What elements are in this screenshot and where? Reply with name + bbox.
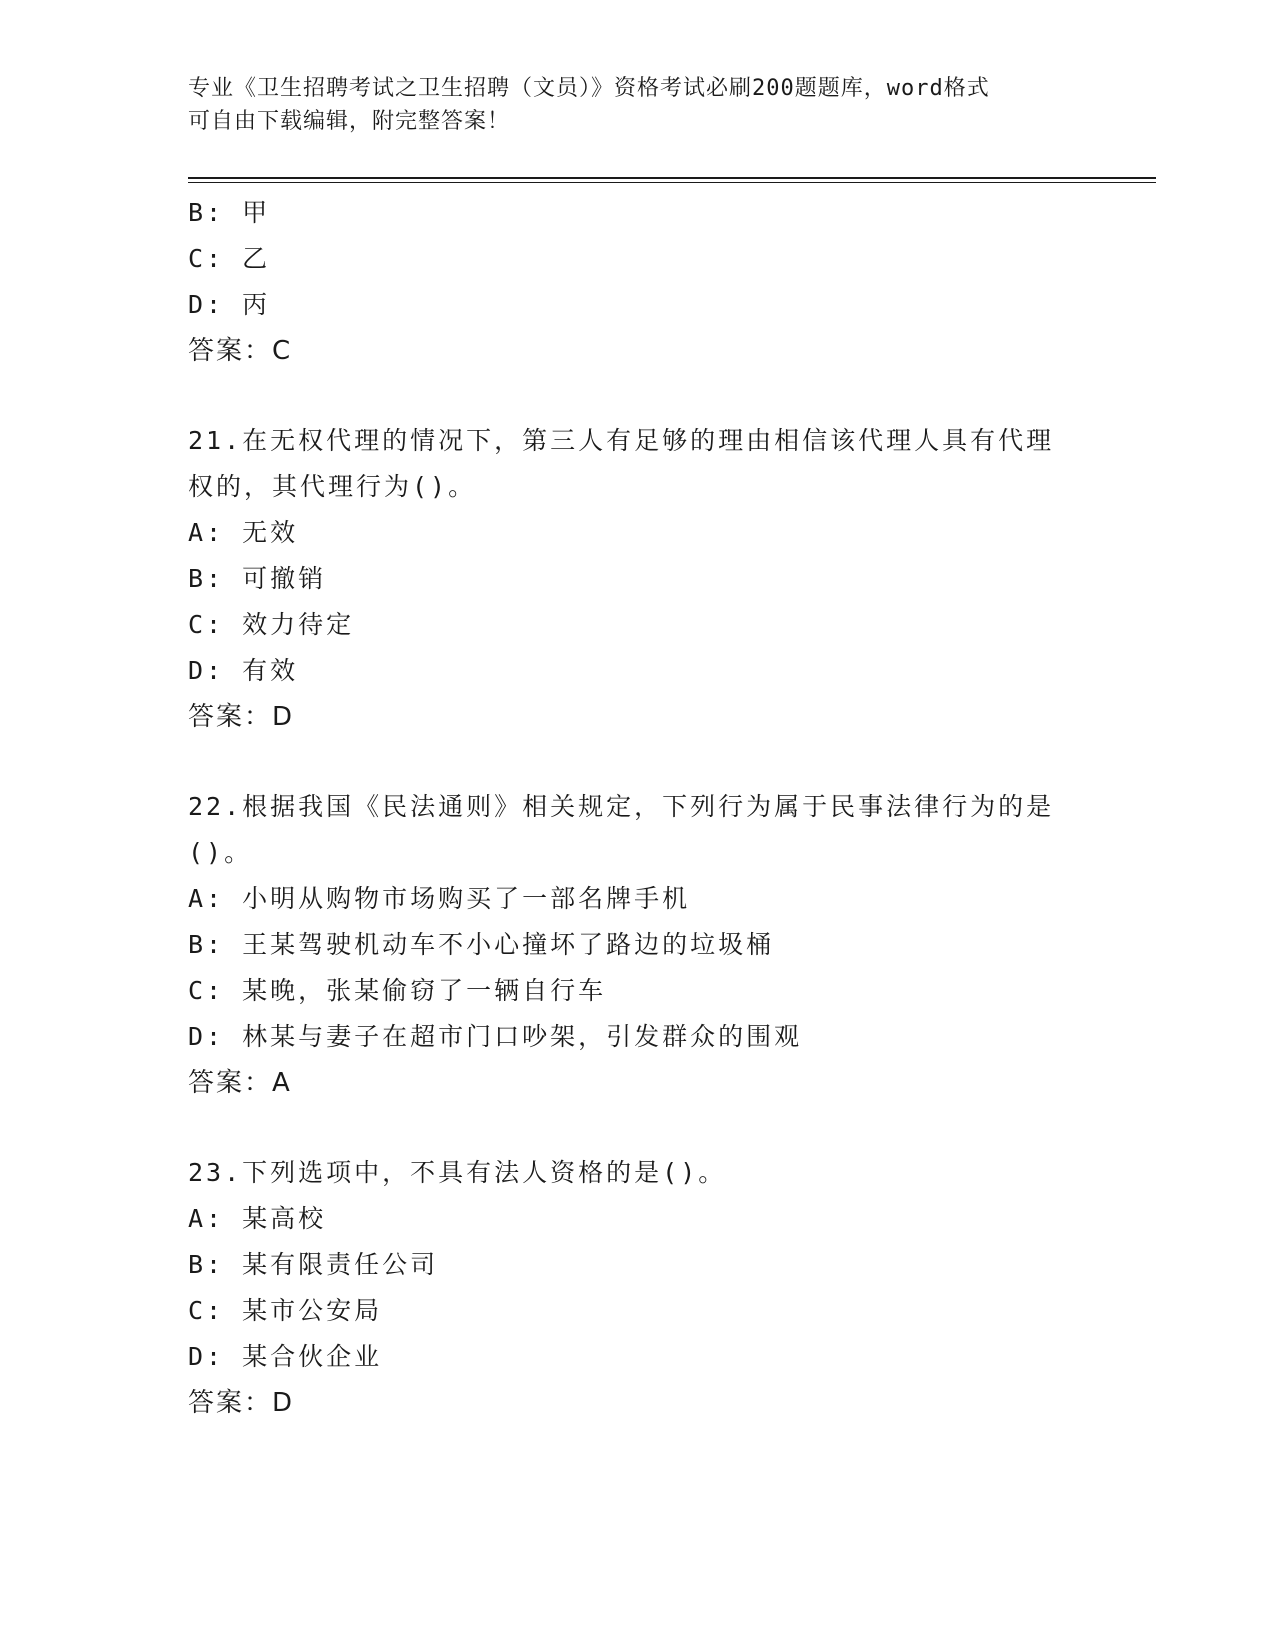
question-22	[188, 784, 1088, 1106]
spacer	[188, 1106, 1088, 1150]
question-text-line-1: 23.下列选项中，不具有法人资格的是()。	[188, 1158, 727, 1187]
question-prev	[188, 190, 1088, 374]
option-c: C: 某晚，张某偷窃了一辆自行车	[188, 976, 607, 1005]
header-line-2: 可自由下载编辑，附完整答案！	[188, 109, 511, 134]
header-line-1: 专业《卫生招聘考试之卫生招聘（文员）》资格考试必刷200题题库，word格式	[188, 76, 990, 101]
option-a: A: 某高校	[188, 1204, 327, 1233]
option-b: B: 可撤销	[188, 564, 327, 593]
option-b: B: 甲	[188, 198, 271, 227]
question-text-line-1: 21.在无权代理的情况下，第三人有足够的理由相信该代理人具有代理	[188, 426, 1055, 455]
option-c: C: 乙	[188, 244, 271, 273]
option-d: D: 有效	[188, 656, 299, 685]
answer-line: 答案：D	[188, 702, 295, 732]
answer-line: 答案：D	[188, 1388, 295, 1418]
page-header	[188, 72, 1088, 138]
option-d: D: 林某与妻子在超市门口吵架，引发群众的围观	[188, 1022, 803, 1051]
answer-line: 答案：C	[188, 336, 293, 366]
option-a: A: 小明从购物市场购买了一部名牌手机	[188, 884, 691, 913]
spacer	[188, 374, 1088, 418]
option-b: B: 王某驾驶机动车不小心撞坏了路边的垃圾桶	[188, 930, 775, 959]
spacer	[188, 740, 1088, 784]
option-a: A: 无效	[188, 518, 299, 547]
option-b: B: 某有限责任公司	[188, 1250, 439, 1279]
option-c: C: 效力待定	[188, 610, 355, 639]
option-d: D: 某合伙企业	[188, 1342, 383, 1371]
question-text-line-2: 权的，其代理行为()。	[188, 472, 477, 501]
question-text-line-2: ()。	[188, 838, 253, 867]
question-21	[188, 418, 1088, 740]
question-23	[188, 1150, 1088, 1426]
header-divider-thin	[188, 182, 1156, 183]
option-d: D: 丙	[188, 290, 271, 319]
question-list	[188, 190, 1088, 1426]
option-c: C: 某市公安局	[188, 1296, 383, 1325]
header-divider-thick	[188, 177, 1156, 179]
question-text-line-1: 22.根据我国《民法通则》相关规定，下列行为属于民事法律行为的是	[188, 792, 1055, 821]
answer-line: 答案：A	[188, 1068, 292, 1098]
